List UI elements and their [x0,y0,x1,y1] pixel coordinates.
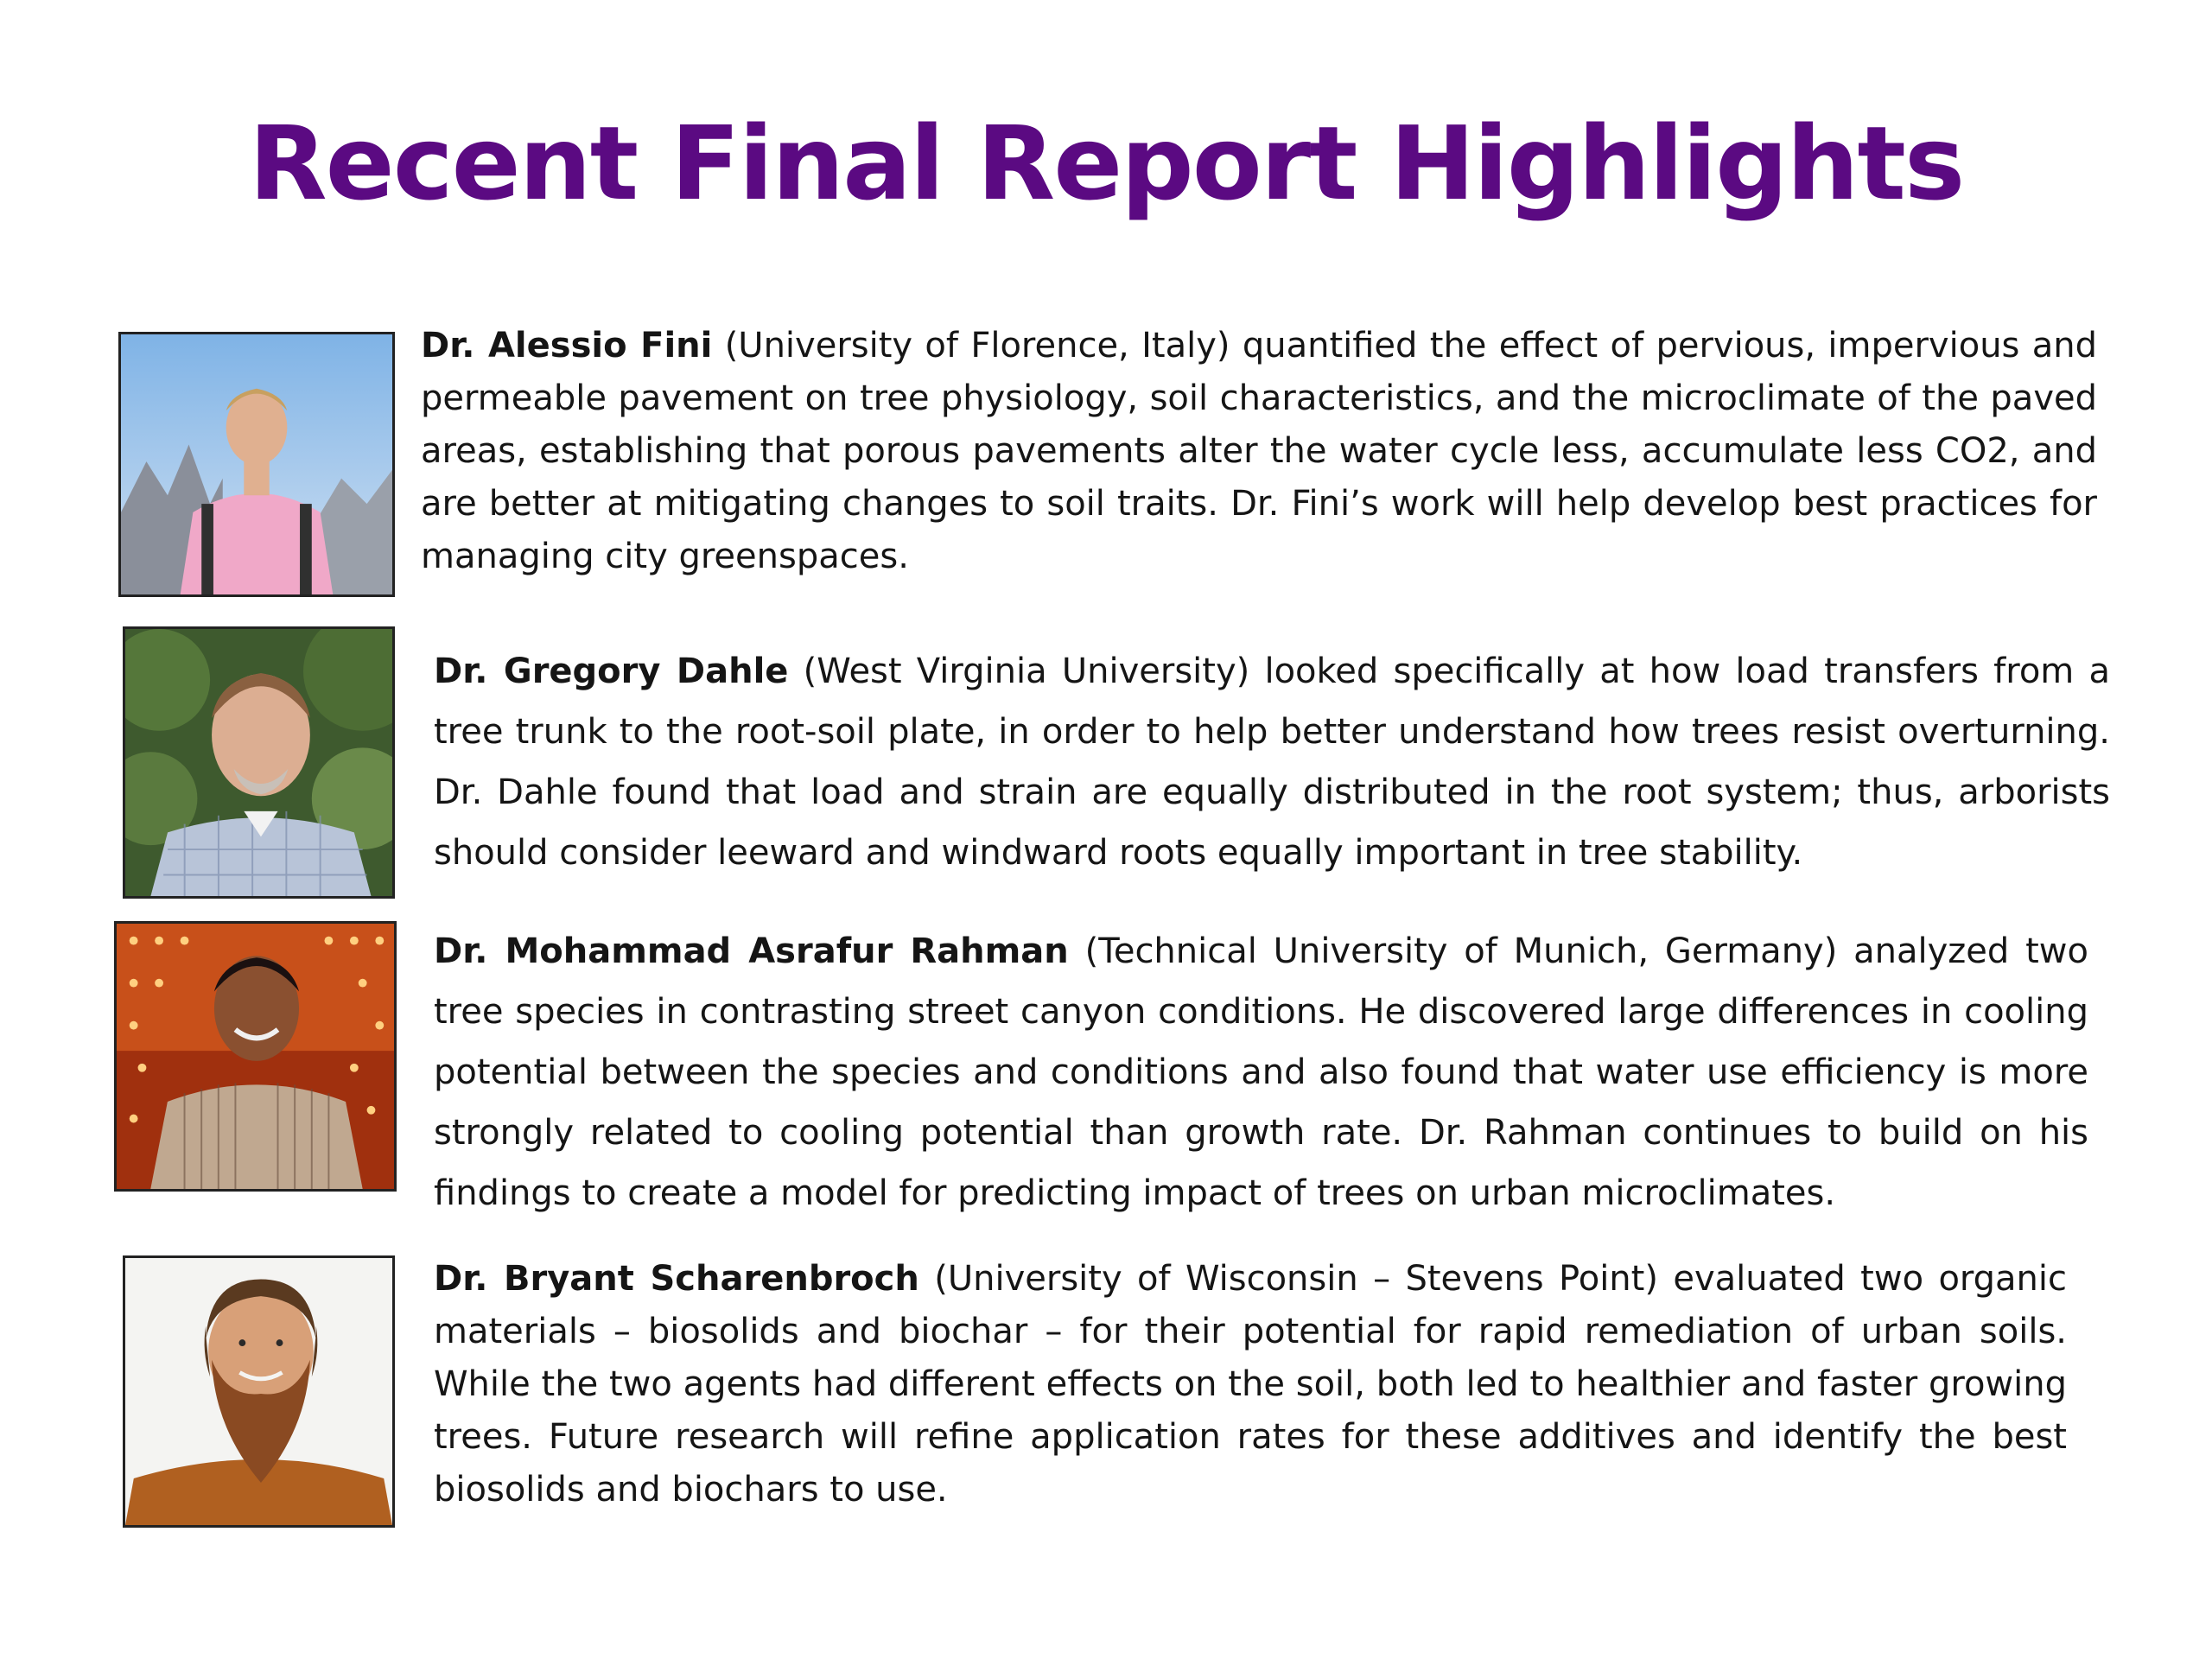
portrait-alessio-fini [118,332,395,597]
entry-text: (West Virginia University) looked specifically at how load transfers from a tree trunk to the root-soil plate, in order to help better understand how trees resist overturning. Dr. Dahle found that load and strain are equally distributed in the root system; thus, arborists should consider leeward and windward roots equally important in tree stability. [434,652,2110,873]
entry-name: Dr. Gregory Dahle [434,652,789,691]
entry-name: Dr. Mohammad Asrafur Rahman [434,931,1069,971]
portrait-image [117,924,394,1189]
portrait-mohammad-asrafur-rahman [114,921,397,1192]
entry-name: Dr. Alessio Fini [421,326,713,365]
entry-bryant-scharenbroch [434,1253,2067,1516]
portrait-bryant-scharenbroch [123,1255,395,1528]
entry-text: (University of Wisconsin – Stevens Point) evaluated two organic materials – biosolids and biochar – for their potential for rapid remediation of urban soils. While the two agents had different effects on the soil, both led to healthier and faster growing trees. Future research will refine application rates for these additives and identify the best biosolids and biochars to use. [434,1259,2068,1510]
portrait-gregory-dahle [123,626,395,899]
portrait-image [121,334,392,594]
slide-title: Recent Final Report Highlights [248,104,1964,223]
entry-alessio-fini [421,320,2097,583]
portrait-image [125,629,392,896]
entry-text: (Technical University of Munich, Germany) analyzed two tree species in contrasting street canyon conditions. He discovered large differences in cooling potential between the species and conditions and also found that water use efficiency is more strongly related to cooling potential than growth rate. Dr. Rahman continues to build on his findings to create a model for predicting impact of trees on urban microclimates. [434,931,2088,1213]
entry-text: (University of Florence, Italy) quantified the effect of pervious, impervious and permeable pavement on tree physiology, soil characteristics, and the microclimate of the paved areas, establishing that porous pavements alter the water cycle less, accumulate less CO2, and are better at mitigating changes to soil traits. Dr. Fini’s work will help develop best practices for managing city greenspaces. [421,326,2097,576]
entry-mohammad-asrafur-rahman [434,921,2088,1224]
portrait-image [125,1258,392,1525]
entry-name: Dr. Bryant Scharenbroch [434,1259,919,1299]
entry-gregory-dahle [434,641,2110,883]
